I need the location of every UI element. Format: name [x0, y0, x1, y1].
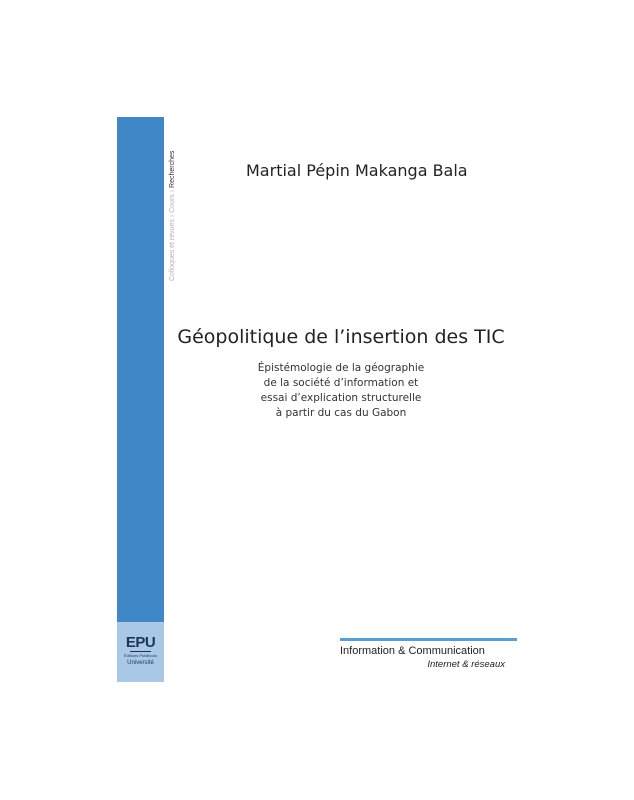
subtitle-line: essai d’explication structurelle	[260, 392, 422, 404]
collection-separator: ›	[169, 214, 176, 218]
logo-university-line: Université	[127, 660, 154, 666]
collection-item-recherches: Recherches	[169, 150, 176, 188]
publisher-logo	[117, 622, 164, 682]
cover-side-band	[117, 117, 164, 622]
collection-label	[167, 121, 179, 281]
series-subtitle: Internet & réseaux	[427, 659, 505, 670]
logo-name: EPU	[125, 634, 156, 651]
book-title: Géopolitique de l’insertion des TIC	[177, 326, 505, 348]
subtitle-line: de la société d’information et	[263, 377, 419, 389]
subtitle-line: Épistémologie de la géographie	[257, 362, 425, 374]
logo-publisher-line: Éditions Publibook	[124, 653, 157, 658]
series-title: Information & Communication	[340, 645, 485, 657]
collection-item-colloques: Colloques et revues	[169, 219, 176, 281]
collection-item-cours: Cours	[169, 194, 176, 213]
series-divider	[340, 638, 517, 641]
collection-separator: ›	[169, 189, 176, 193]
book-subtitle	[236, 361, 446, 421]
subtitle-line: à partir du cas du Gabon	[275, 407, 407, 419]
logo-divider	[130, 651, 151, 652]
author-name: Martial Pépin Makanga Bala	[246, 161, 468, 180]
